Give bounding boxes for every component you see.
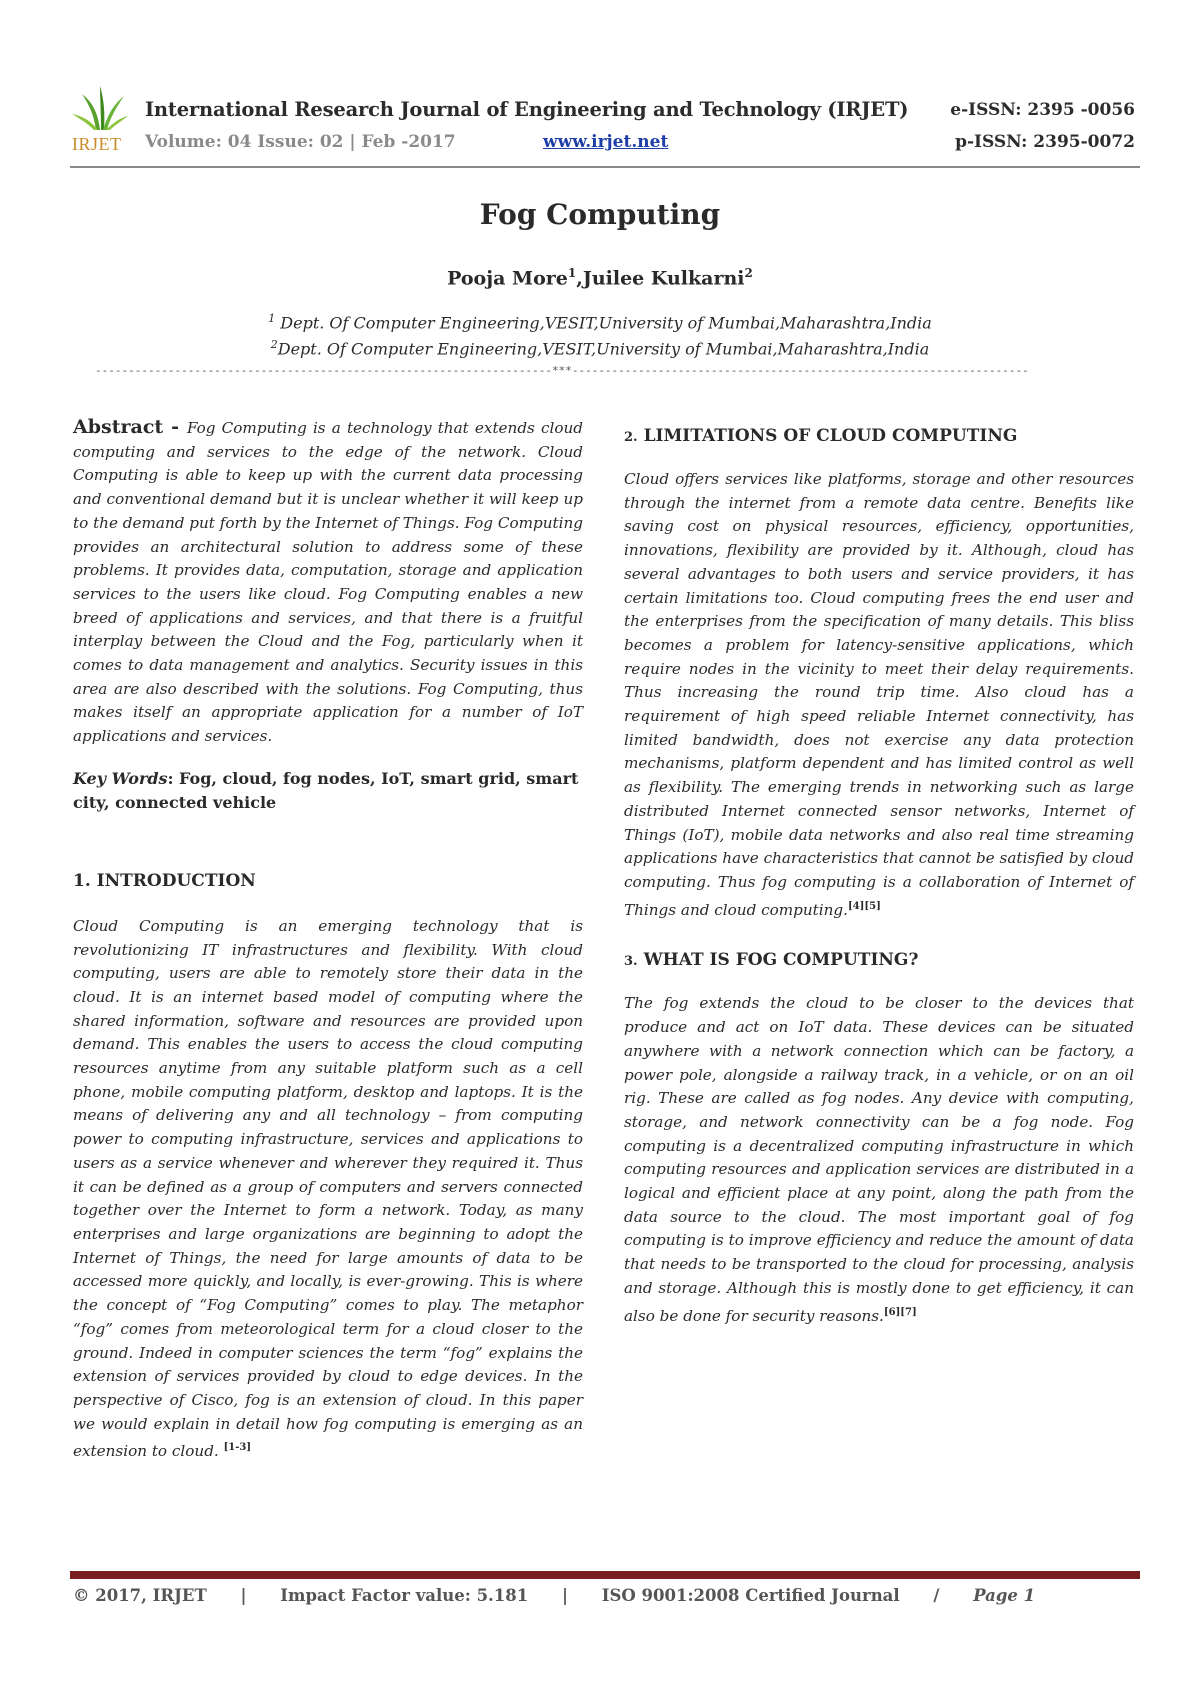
pissn: p-ISSN: 2395-0072: [955, 132, 1135, 152]
section-heading-what-is-fog: [624, 950, 1134, 970]
what-is-fog-body: The fog extends the cloud to be closer to the devices that produce and act on IoT data. These devices can be situated anywhere with a network connection which can be factory, a power pole, alongside a railway track, in a vehicle, or on an oil rig. These are called as fog nodes. Any device with computing, storage, and network connectivity can be a fog node. Fog computing is a decentralized computing infrastructure in which computing resources and application services are distributed in a logical and efficient place at any point, along the path from the data source to the cloud. The most important goal of fog computing is to improve efficiency and reduce the amount of data that needs to be transported to the cloud for processing, analysis and storage. Although this is mostly done to get efficiency, it can also be done for security reasons.: [624, 994, 1134, 1325]
limitations-text: [624, 468, 1134, 922]
introduction-text: [73, 915, 583, 1464]
section-number-2: 2.: [624, 430, 638, 445]
right-column: [624, 416, 1134, 1328]
author-separator: ,: [576, 267, 583, 290]
author-2-sup: 2: [744, 266, 753, 280]
authors: [0, 266, 1200, 289]
footer-separator: |: [562, 1586, 569, 1605]
page-footer: [73, 1586, 1143, 1605]
affiliation-2-text: Dept. Of Computer Engineering,VESIT,University of Mumbai,Maharashtra,India: [277, 339, 930, 359]
footer-bar: [70, 1571, 1140, 1579]
what-is-fog-ref: [6][7]: [883, 1306, 917, 1318]
affiliation-1-sup: 1: [268, 312, 276, 325]
limitations-ref: [4][5]: [847, 900, 881, 912]
author-1: Pooja More: [447, 267, 568, 290]
footer-impact-factor: Impact Factor value: 5.181: [280, 1586, 529, 1605]
introduction-ref: [1-3]: [223, 1442, 252, 1454]
abstract-label: Abstract -: [73, 416, 187, 438]
what-is-fog-text: [624, 992, 1134, 1328]
footer-separator: /: [933, 1586, 940, 1605]
limitations-body: Cloud offers services like platforms, storage and other resources through the internet from a remote data centre. Benefits like saving cost on physical resources, efficiency, opportunities, innovations, flexibility are provided by it. Although, cloud has several advantages to both users and service providers, it has certain limitations too. Cloud computing frees the end user and the enterprises from the specification of many details. This bliss becomes a problem for latency-sensitive applications, which require nodes in the vicinity to meet their delay requirements. Thus increasing the round trip time. Also cloud has a requirement of high speed reliable Internet connectivity, has limited bandwidth, does not exercise any data protection mechanisms, platform dependent and has limited control as well as flexibility. The emerging trends in networking such as large distributed Internet connected sensor networks, Internet of Things (IoT), mobile data networks and also real time streaming applications have characteristics that cannot be satisfied by cloud computing. Thus fog computing is a collaboration of Internet of Things and cloud computing.: [624, 470, 1134, 919]
header-divider: [70, 166, 1140, 168]
left-column: [73, 416, 583, 1464]
section-title-limitations: LIMITATIONS OF CLOUD COMPUTING: [643, 426, 1018, 446]
abstract: [73, 416, 583, 749]
journal-title: International Research Journal of Engineering and Technology (IRJET): [145, 98, 909, 121]
abstract-text: Fog Computing is a technology that extends cloud computing and services to the edge of the network. Cloud Computing is able to keep up with the current data processing and conventional demand but it is unclear whether it will keep up to the demand put forth by the Internet of Things. Fog Computing provides an architectural solution to address some of these problems. It provides data, computation, storage and application services to the users like cloud. Fog Computing enables a new breed of applications and services, and that there is a fruitful interplay between the Cloud and the Fog, particularly when it comes to data management and analytics. Security issues in this area are also described with the solutions. Fog Computing, thus makes itself an appropriate application for a number of IoT applications and services.: [73, 419, 583, 746]
section-number-3: 3.: [624, 954, 638, 970]
volume-issue: Volume: 04 Issue: 02 | Feb -2017: [145, 132, 456, 152]
section-heading-limitations: [624, 426, 1134, 446]
affiliation-1-text: Dept. Of Computer Engineering,VESIT,University of Mumbai,Maharashtra,India: [275, 313, 932, 333]
keywords-label: Key Words: [73, 768, 168, 788]
footer-iso: ISO 9001:2008 Certified Journal: [601, 1586, 900, 1605]
website-link[interactable]: www.irjet.net: [543, 132, 669, 152]
keywords-text: Fog, cloud, fog nodes, IoT, smart grid, smart city, connected vehicle: [73, 768, 579, 812]
eissn: e-ISSN: 2395 -0056: [950, 100, 1135, 120]
footer-copyright: © 2017, IRJET: [73, 1586, 207, 1605]
keywords-colon: :: [167, 768, 180, 788]
affiliation-2: [0, 338, 1200, 358]
journal-header: [70, 82, 1135, 174]
introduction-body: Cloud Computing is an emerging technology that is revolutionizing IT infrastructures and flexibility. With cloud computing, users are able to remotely store their data in the cloud. It is an internet based model of computing where the shared information, software and resources are provided upon demand. This enables the users to access the cloud computing resources anytime from any suitable platform such as a cell phone, mobile computing platform, desktop and laptops. It is the means of delivering any and all technology – from computing power to computing infrastructure, services and applications to users as a service whenever and wherever they required it. Thus it can be defined as a group of computers and servers connected together over the Internet to form a network. Today, as many enterprises and large organizations are beginning to adopt the Internet of Things, the need for large amounts of data to be accessed more quickly, and locally, is ever-growing. This is where the concept of “Fog Computing” comes to play. The metaphor “fog” comes from meteorological term for a cloud closer to the ground. Indeed in computer sciences the term “fog” explains the extension of services provided by cloud to edge devices. In the perspective of Cisco, fog is an extension of cloud. In this paper we would explain in detail how fog computing is emerging as an extension to cloud.: [73, 916, 583, 1461]
paper-title: Fog Computing: [479, 198, 721, 231]
author-1-sup: 1: [567, 266, 577, 280]
affiliation-2-sup: 2: [270, 338, 278, 351]
footer-separator: |: [240, 1586, 247, 1605]
separator-line: ---------------------------------------------------------------------***---------------------------------------------------------------------: [95, 364, 1029, 377]
author-2: Juilee Kulkarni: [582, 267, 745, 290]
logo-text: IRJET: [72, 134, 122, 154]
section-heading-introduction: 1. INTRODUCTION: [73, 870, 256, 891]
keywords: [73, 767, 583, 815]
affiliation-1: [0, 312, 1200, 332]
footer-page-number: Page 1: [973, 1586, 1036, 1605]
section-title-what-is-fog: WHAT IS FOG COMPUTING?: [643, 950, 919, 971]
